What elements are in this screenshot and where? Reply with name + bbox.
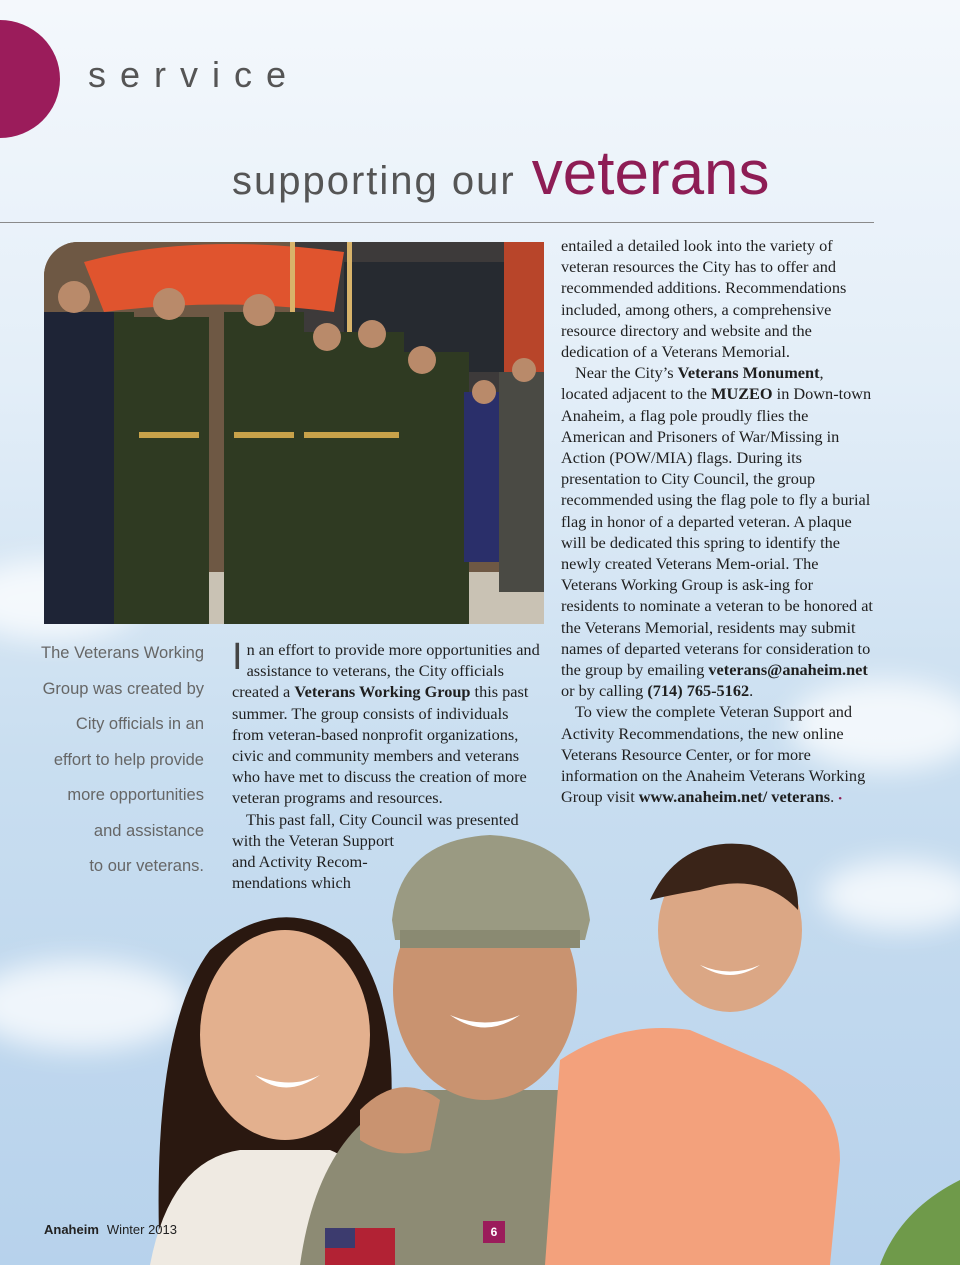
text-run: this past summer. The group consists of individuals from veteran-based nonprofit organizations, civic and community members and veterans who have met to discuss the creation of more veteran programs and resources. bbox=[232, 682, 529, 808]
page-footer bbox=[44, 1222, 177, 1237]
website-link[interactable]: www.anaheim.net/ veterans bbox=[638, 787, 831, 807]
text-run: in Down-town Anaheim, a flag pole proudly flies the American and Prisoners of War/Missing in Action (POW/MIA) flags. During its presentation to City Council, the group recommended using the flag pole to fly a burial flag in honor of a departed veteran. A plaque will be dedicated this spring to identify the newly created Veterans Mem-orial. The Veterans Working Group is ask-ing for residents to nominate a veteran to be honored at the Veterans Memorial, residents may submit names of departed veterans for consideration to the group by emailing bbox=[561, 384, 873, 680]
caption-line: more opportunities bbox=[67, 786, 204, 804]
text-run: and Activity Recom- bbox=[232, 852, 368, 872]
contact-email[interactable]: veterans@anaheim.net bbox=[708, 660, 868, 680]
section-label: service bbox=[88, 54, 301, 95]
text-run: Near the City’s bbox=[575, 363, 678, 383]
veterans-monument-name: Veterans Monument bbox=[677, 363, 820, 383]
issue-date: Winter 2013 bbox=[106, 1222, 177, 1237]
text-run: . bbox=[830, 787, 835, 807]
title-divider bbox=[0, 222, 874, 223]
contact-phone: (714) 765-5162 bbox=[647, 681, 750, 701]
soldier-family-photo bbox=[0, 830, 960, 1265]
text-run: , located adjacent to the bbox=[561, 363, 824, 404]
text-run: To view the complete Veteran Support and Activity Recommendations, the new online Veterans Resource Center, or for more information on the Anaheim Veterans Working Group visit bbox=[561, 702, 866, 807]
text-run: This past fall, City Council was presented with the Veteran Support bbox=[232, 809, 519, 850]
text-run: n an effort to provide more opportunities and assistance to veterans, the City officials created a bbox=[232, 640, 540, 702]
drop-cap: I bbox=[232, 636, 243, 678]
article-paragraph bbox=[561, 701, 873, 810]
working-group-name: Veterans Working Group bbox=[294, 682, 471, 702]
article-paragraph bbox=[561, 362, 873, 701]
caption-line: The Veterans Working bbox=[41, 644, 204, 662]
title-light-text: supporting our bbox=[232, 159, 516, 203]
page-number: 6 bbox=[483, 1221, 505, 1243]
page-title bbox=[232, 138, 770, 209]
end-of-article-mark: • bbox=[838, 793, 843, 806]
caption-line: effort to help provide bbox=[53, 750, 204, 769]
article-paragraph: entailed a detailed look into the variety of veteran resources the City has to offer and recommended additions. Recommendations included, among others, a comprehensive resource directory and website and the dedication of a Veterans Memorial. bbox=[561, 236, 847, 362]
title-accent-text: veterans bbox=[531, 139, 770, 208]
text-run: . bbox=[749, 681, 754, 701]
section-marker-dot bbox=[0, 20, 60, 138]
text-run: mendations which bbox=[232, 873, 351, 893]
article-column-2 bbox=[561, 235, 873, 810]
color-guard-ceremony-photo bbox=[44, 242, 544, 624]
muzeo-name: MUZEO bbox=[711, 384, 773, 404]
caption-line: Group was created by bbox=[42, 679, 204, 698]
caption-line: City officials in an bbox=[75, 715, 204, 733]
article-paragraph bbox=[232, 636, 544, 809]
text-run: or by calling bbox=[561, 681, 648, 701]
caption-line: to our veterans. bbox=[89, 857, 204, 875]
caption-line: and assistance bbox=[93, 821, 204, 840]
magazine-name: Anaheim bbox=[44, 1222, 99, 1237]
